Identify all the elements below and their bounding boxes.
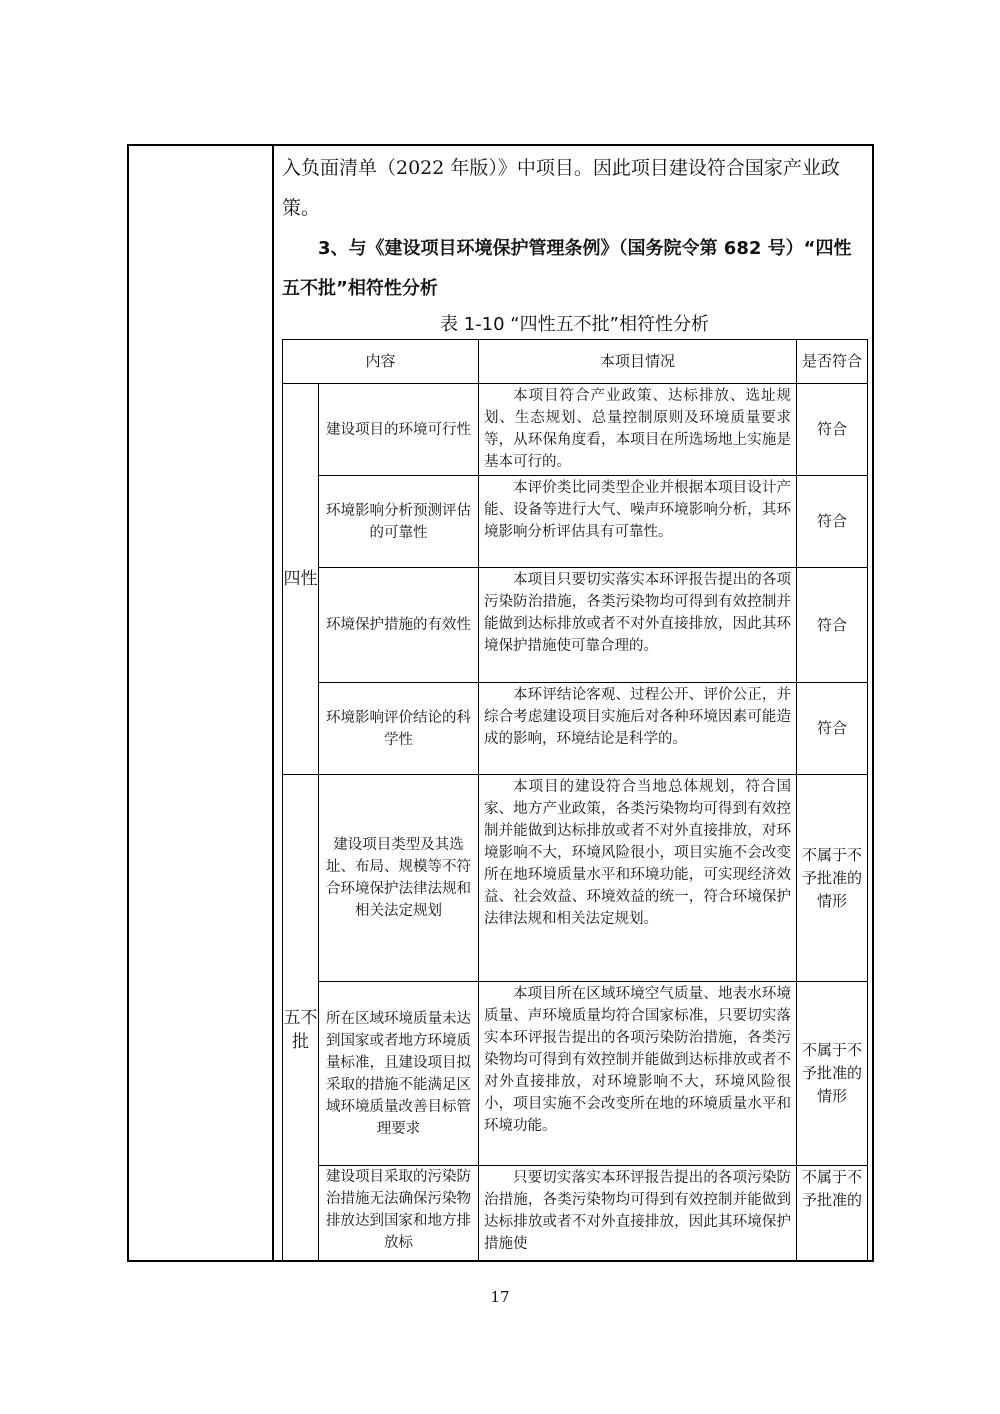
row-item: 所在区域环境质量未达到国家或者地方环境质量标准，且建设项目拟采取的措施不能满足区域环境质量改善目标管理要求 — [319, 982, 479, 1166]
row-situation: 本项目的建设符合当地总体规划，符合国家、地方产业政策，各类污染物均可得到有效控制并能做到达标排放或者不对外直接排放，对环境影响不大，环境风险很小，项目实施不会改变所在地环境质量水平和环境功能，可实现经济效益、社会效益、环境效益的统一，符合环境保护法律法规和相关法定规划。 — [479, 775, 797, 982]
conformity-table — [282, 339, 868, 1260]
header-content: 内容 — [283, 340, 479, 384]
header-situation: 本项目情况 — [479, 340, 797, 384]
frame-divider — [272, 144, 274, 1262]
row-situation: 本项目所在区域环境空气质量、地表水环境质量、声环境质量均符合国家标准，只要切实落实本环评报告提出的各项污染防治措施，各类污染物均可得到有效控制并能做到达标排放或者不对外直接排放，对环境影响不大，环境风险很小，项目实施不会改变所在地的环境质量水平和环境功能。 — [479, 982, 797, 1166]
row-result: 符合 — [797, 568, 868, 683]
table-row — [283, 1166, 868, 1261]
table-row — [283, 384, 868, 476]
row-item: 环境影响评价结论的科学性 — [319, 683, 479, 775]
row-item: 建设项目的环境可行性 — [319, 384, 479, 476]
table-caption: 表 1-10 “四性五不批”相符性分析 — [440, 314, 709, 335]
row-item: 建设项目类型及其选址、布局、规模等不符合环境保护法律法规和相关法定规划 — [319, 775, 479, 982]
group-label-five: 五不批 — [283, 775, 319, 1261]
row-situation: 本评价类比同类型企业并根据本项目设计产能、设备等进行大气、噪声环境影响分析，其环境影响分析评估具有可靠性。 — [479, 476, 797, 568]
row-situation: 本项目只要切实落实本环评报告提出的各项污染防治措施，各类污染物均可得到有效控制并能做到达标排放或者不对外直接排放，因此其环境保护措施使可靠合理的。 — [479, 568, 797, 683]
table-row — [283, 476, 868, 568]
table-row — [283, 982, 868, 1166]
row-result: 符合 — [797, 384, 868, 476]
table-row — [283, 683, 868, 775]
row-item: 环境保护措施的有效性 — [319, 568, 479, 683]
row-result: 不属于不予批准的情形 — [797, 982, 868, 1166]
group-label-four: 四性 — [283, 384, 319, 775]
table-row — [283, 568, 868, 683]
row-result: 不属于不予批准的情形 — [797, 775, 868, 982]
table-row — [283, 775, 868, 982]
row-item: 建设项目采取的污染防治措施无法确保污染物排放达到国家和地方排放标 — [319, 1166, 479, 1261]
intro-paragraph: 入负面清单（2022 年版）》中项目。因此项目建设符合国家产业政策。 — [282, 157, 840, 219]
row-result: 符合 — [797, 476, 868, 568]
row-situation: 本环评结论客观、过程公开、评价公正，并综合考虑建设项目实施后对各种环境因素可能造成的影响，环境结论是科学的。 — [479, 683, 797, 775]
table-header-row — [283, 340, 868, 384]
table-container — [282, 339, 868, 1260]
page-number: 17 — [490, 1288, 510, 1306]
row-situation: 只要切实落实本环评报告提出的各项污染防治措施，各类污染物均可得到有效控制并能做到达标排放或者不对外直接排放，因此其环境保护措施使 — [479, 1166, 797, 1261]
row-result: 不属于不予批准的 — [797, 1166, 868, 1261]
row-item: 环境影响分析预测评估的可靠性 — [319, 476, 479, 568]
row-situation: 本项目符合产业政策、达标排放、选址规划、生态规划、总量控制原则及环境质量要求等，从环保角度看，本项目在所选场地上实施是基本可行的。 — [479, 384, 797, 476]
header-conform: 是否符合 — [797, 340, 868, 384]
section-heading: 3、与《建设项目环境保护管理条例》（国务院令第 682 号）“四性五不批”相符性分析 — [282, 238, 852, 299]
row-result: 符合 — [797, 683, 868, 775]
